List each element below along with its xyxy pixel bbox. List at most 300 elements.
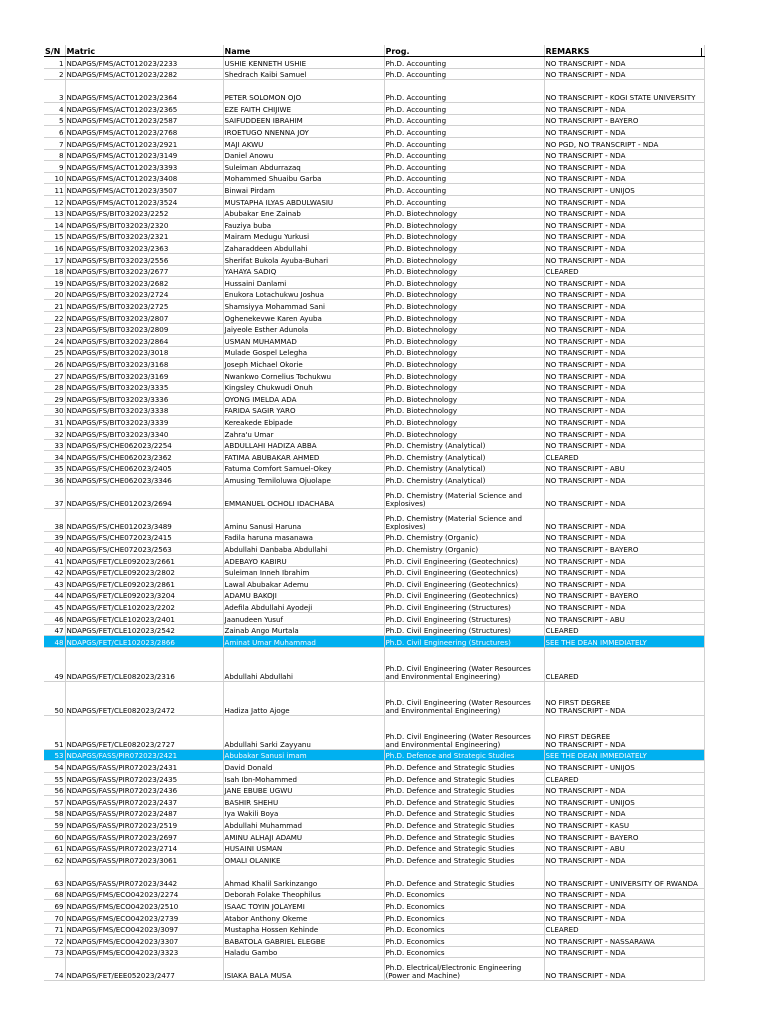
cell-remarks[interactable]: NO TRANSCRIPT - NDA [544,888,704,900]
cell-remarks[interactable]: NO TRANSCRIPT - NDA [544,555,704,567]
cell-remarks[interactable]: NO TRANSCRIPT - NDA [544,854,704,866]
cell-prog[interactable]: Ph.D. Accounting [384,196,544,208]
cell-sn[interactable]: 20 [44,288,65,300]
cell-matric[interactable]: NDAPGS/FET/CLE082023/2316 [65,647,223,681]
cell-sn[interactable]: 49 [44,647,65,681]
cell-remarks[interactable]: CLEARED [544,923,704,935]
cell-prog[interactable]: Ph.D. Economics [384,888,544,900]
cell-sn[interactable]: 44 [44,589,65,601]
cell-remarks[interactable]: CLEARED [544,265,704,277]
cell-prog[interactable]: Ph.D. Defence and Strategic Studies [384,796,544,808]
cell-matric[interactable]: NDAPGS/FS/BIT032023/2724 [65,288,223,300]
cell-sn[interactable]: 54 [44,761,65,773]
cell-sn[interactable]: 46 [44,613,65,625]
cell-matric[interactable]: NDAPGS/FMS/ACT012023/3149 [65,149,223,161]
cell-sn[interactable]: 17 [44,254,65,266]
cell-sn[interactable]: 9 [44,161,65,173]
cell-prog[interactable]: Ph.D. Biotechnology [384,242,544,254]
cell-sn[interactable]: 73 [44,946,65,958]
cell-name[interactable]: Zainab Ango Murtala [223,624,384,636]
cell-name[interactable]: Aminat Umar Muhammad [223,636,384,648]
cell-name[interactable]: ADAMU BAKOJI [223,589,384,601]
cell-name[interactable]: Shamsiyya Mohammad Sani [223,300,384,312]
cell-remarks[interactable]: NO TRANSCRIPT - NDA [544,346,704,358]
cell-sn[interactable]: 59 [44,819,65,831]
cell-sn[interactable]: 71 [44,923,65,935]
cell-prog[interactable]: Ph.D. Civil Engineering (Structures) [384,636,544,648]
cell-prog[interactable]: Ph.D. Chemistry (Material Science and Explosives) [384,508,544,531]
cell-prog[interactable]: Ph.D. Biotechnology [384,219,544,231]
cell-sn[interactable]: 4 [44,103,65,115]
cell-matric[interactable]: NDAPGS/FS/BIT032023/2363 [65,242,223,254]
cell-sn[interactable]: 55 [44,773,65,785]
cell-remarks[interactable]: NO TRANSCRIPT - BAYERO [544,589,704,601]
cell-matric[interactable]: NDAPGS/FMS/ECO042023/2739 [65,911,223,923]
cell-remarks[interactable]: NO TRANSCRIPT - NDA [544,807,704,819]
cell-name[interactable]: Sherifat Bukola Ayuba-Buhari [223,254,384,266]
cell-matric[interactable]: NDAPGS/FS/BIT032023/2809 [65,323,223,335]
cell-sn[interactable]: 34 [44,451,65,463]
cell-matric[interactable]: NDAPGS/FS/BIT032023/2807 [65,311,223,323]
cell-prog[interactable]: Ph.D. Biotechnology [384,311,544,323]
cell-name[interactable]: Abubakar Ene Zainab [223,207,384,219]
cell-name[interactable]: Jaanudeen Yusuf [223,613,384,625]
cell-matric[interactable]: NDAPGS/FS/BIT032023/2320 [65,219,223,231]
cell-matric[interactable]: NDAPGS/FS/BIT032023/3338 [65,404,223,416]
cell-sn[interactable]: 74 [44,958,65,981]
cell-remarks[interactable]: NO TRANSCRIPT - NDA [544,161,704,173]
cell-sn[interactable]: 53 [44,749,65,761]
cell-remarks[interactable]: NO TRANSCRIPT - NDA [544,784,704,796]
cell-matric[interactable]: NDAPGS/FS/CHE012023/3489 [65,508,223,531]
cell-prog[interactable]: Ph.D. Electrical/Electronic Engineering (Power and Machine) [384,958,544,981]
cell-name[interactable]: USHIE KENNETH USHIE [223,57,384,69]
cell-remarks[interactable]: CLEARED [544,451,704,463]
cell-sn[interactable]: 7 [44,138,65,150]
cell-sn[interactable]: 31 [44,416,65,428]
cell-prog[interactable]: Ph.D. Biotechnology [384,230,544,242]
cell-remarks[interactable]: NO TRANSCRIPT - NDA [544,103,704,115]
cell-matric[interactable]: NDAPGS/FASS/PIR072023/2519 [65,819,223,831]
cell-prog[interactable]: Ph.D. Defence and Strategic Studies [384,784,544,796]
header-prog[interactable]: Prog. [384,45,544,57]
cell-name[interactable]: Mulade Gospel Lelegha [223,346,384,358]
cell-remarks[interactable]: NO TRANSCRIPT - NDA [544,242,704,254]
cell-sn[interactable]: 22 [44,311,65,323]
cell-sn[interactable]: 39 [44,531,65,543]
cell-remarks[interactable]: NO TRANSCRIPT - KASU [544,819,704,831]
cell-name[interactable]: PETER SOLOMON OJO [223,80,384,103]
cell-sn[interactable]: 6 [44,126,65,138]
cell-prog[interactable]: Ph.D. Defence and Strategic Studies [384,854,544,866]
cell-matric[interactable]: NDAPGS/FS/CHE062023/2405 [65,462,223,474]
cell-sn[interactable]: 41 [44,555,65,567]
cell-remarks[interactable]: NO TRANSCRIPT - NDA [544,416,704,428]
cell-prog[interactable]: Ph.D. Biotechnology [384,381,544,393]
cell-name[interactable]: Abdullahi Danbaba Abdullahi [223,543,384,555]
cell-sn[interactable]: 33 [44,439,65,451]
cell-prog[interactable]: Ph.D. Economics [384,946,544,958]
cell-sn[interactable]: 32 [44,427,65,439]
cell-prog[interactable]: Ph.D. Accounting [384,114,544,126]
cell-name[interactable]: EZE FAITH CHIJIWE [223,103,384,115]
header-matric[interactable]: Matric [65,45,223,57]
cell-matric[interactable]: NDAPGS/FS/CHE062023/2254 [65,439,223,451]
cell-matric[interactable]: NDAPGS/FET/CLE082023/2472 [65,681,223,715]
cell-matric[interactable]: NDAPGS/FMS/ECO042023/3307 [65,935,223,947]
cell-prog[interactable]: Ph.D. Defence and Strategic Studies [384,761,544,773]
cell-name[interactable]: YAHAYA SADIQ [223,265,384,277]
cell-prog[interactable]: Ph.D. Civil Engineering (Geotechnics) [384,589,544,601]
cell-name[interactable]: BASHIR SHEHU [223,796,384,808]
cell-matric[interactable]: NDAPGS/FET/CLE092023/2802 [65,566,223,578]
cell-sn[interactable]: 38 [44,508,65,531]
cell-name[interactable]: Haladu Gambo [223,946,384,958]
header-name[interactable]: Name [223,45,384,57]
cell-name[interactable]: MUSTAPHA ILYAS ABDULWASIU [223,196,384,208]
cell-matric[interactable]: NDAPGS/FS/CHE072023/2415 [65,531,223,543]
cell-matric[interactable]: NDAPGS/FS/BIT032023/2682 [65,277,223,289]
cell-remarks[interactable]: NO TRANSCRIPT - NDA [544,531,704,543]
cell-name[interactable]: Fadila haruna masanawa [223,531,384,543]
cell-prog[interactable]: Ph.D. Chemistry (Analytical) [384,462,544,474]
cell-prog[interactable]: Ph.D. Biotechnology [384,393,544,405]
cell-remarks[interactable]: NO TRANSCRIPT - ABU [544,842,704,854]
cell-remarks[interactable]: NO TRANSCRIPT - NDA [544,311,704,323]
cell-matric[interactable]: NDAPGS/FET/CLE102023/2866 [65,636,223,648]
cell-matric[interactable]: NDAPGS/FET/CLE092023/2661 [65,555,223,567]
cell-prog[interactable]: Ph.D. Civil Engineering (Geotechnics) [384,555,544,567]
cell-sn[interactable]: 27 [44,369,65,381]
cell-name[interactable]: Shedrach Kaibi Samuel [223,68,384,80]
cell-name[interactable]: OYONG IMELDA ADA [223,393,384,405]
cell-matric[interactable]: NDAPGS/FASS/PIR072023/3061 [65,854,223,866]
cell-name[interactable]: Amusing Temiloluwa Ojuolape [223,474,384,486]
cell-name[interactable]: Oghenekevwe Karen Ayuba [223,311,384,323]
cell-remarks[interactable]: NO TRANSCRIPT - NDA [544,404,704,416]
cell-sn[interactable]: 40 [44,543,65,555]
cell-name[interactable]: Iya Wakili Boya [223,807,384,819]
cell-prog[interactable]: Ph.D. Civil Engineering (Structures) [384,613,544,625]
cell-matric[interactable]: NDAPGS/FS/BIT032023/3018 [65,346,223,358]
cell-matric[interactable]: NDAPGS/FS/BIT032023/3335 [65,381,223,393]
cell-name[interactable]: ADEBAYO KABIRU [223,555,384,567]
cell-name[interactable]: SAIFUDDEEN IBRAHIM [223,114,384,126]
cell-prog[interactable]: Ph.D. Biotechnology [384,416,544,428]
cell-remarks[interactable]: NO TRANSCRIPT - NDA [544,578,704,590]
cell-matric[interactable]: NDAPGS/FASS/PIR072023/2714 [65,842,223,854]
cell-name[interactable]: FATIMA ABUBAKAR AHMED [223,451,384,463]
cell-matric[interactable]: NDAPGS/FASS/PIR072023/2436 [65,784,223,796]
cell-prog[interactable]: Ph.D. Biotechnology [384,323,544,335]
cell-name[interactable]: HUSAINI USMAN [223,842,384,854]
cell-remarks[interactable]: NO TRANSCRIPT - NDA [544,508,704,531]
cell-matric[interactable]: NDAPGS/FASS/PIR072023/2487 [65,807,223,819]
cell-remarks[interactable]: NO TRANSCRIPT - NDA [544,277,704,289]
cell-name[interactable]: Lawal Abubakar Ademu [223,578,384,590]
cell-remarks[interactable]: NO PGD, NO TRANSCRIPT - NDA [544,138,704,150]
cell-prog[interactable]: Ph.D. Accounting [384,138,544,150]
cell-name[interactable]: BABATOLA GABRIEL ELEGBE [223,935,384,947]
cell-remarks[interactable]: NO TRANSCRIPT - NDA [544,427,704,439]
cell-matric[interactable]: NDAPGS/FASS/PIR072023/2435 [65,773,223,785]
cell-prog[interactable]: Ph.D. Biotechnology [384,207,544,219]
cell-remarks[interactable]: NO TRANSCRIPT - NDA [544,900,704,912]
cell-remarks[interactable]: NO TRANSCRIPT - NDA [544,369,704,381]
cell-sn[interactable]: 51 [44,715,65,749]
cell-matric[interactable]: NDAPGS/FMS/ACT012023/2282 [65,68,223,80]
cell-prog[interactable]: Ph.D. Economics [384,935,544,947]
cell-sn[interactable]: 12 [44,196,65,208]
cell-prog[interactable]: Ph.D. Economics [384,923,544,935]
cell-remarks[interactable]: NO TRANSCRIPT - NDA [544,207,704,219]
cell-matric[interactable]: NDAPGS/FET/EEE052023/2477 [65,958,223,981]
cell-sn[interactable]: 62 [44,854,65,866]
cell-prog[interactable]: Ph.D. Accounting [384,68,544,80]
cell-matric[interactable]: NDAPGS/FS/BIT032023/3340 [65,427,223,439]
cell-sn[interactable]: 18 [44,265,65,277]
cell-sn[interactable]: 36 [44,474,65,486]
cell-prog[interactable]: Ph.D. Biotechnology [384,254,544,266]
cell-sn[interactable]: 58 [44,807,65,819]
cell-matric[interactable]: NDAPGS/FET/CLE102023/2401 [65,613,223,625]
cell-matric[interactable]: NDAPGS/FMS/ACT012023/3507 [65,184,223,196]
cell-matric[interactable]: NDAPGS/FASS/PIR072023/3442 [65,865,223,888]
cell-sn[interactable]: 72 [44,935,65,947]
cell-remarks[interactable]: NO TRANSCRIPT - NDA [544,393,704,405]
cell-sn[interactable]: 60 [44,830,65,842]
cell-prog[interactable]: Ph.D. Biotechnology [384,335,544,347]
cell-name[interactable]: Kingsley Chukwudi Onuh [223,381,384,393]
header-remarks[interactable] [544,45,704,57]
cell-matric[interactable]: NDAPGS/FMS/ACT012023/2365 [65,103,223,115]
cell-sn[interactable]: 24 [44,335,65,347]
cell-name[interactable]: MAJI AKWU [223,138,384,150]
cell-prog[interactable]: Ph.D. Biotechnology [384,300,544,312]
cell-prog[interactable]: Ph.D. Accounting [384,103,544,115]
cell-prog[interactable]: Ph.D. Accounting [384,161,544,173]
cell-remarks[interactable]: NO TRANSCRIPT - BAYERO [544,830,704,842]
cell-sn[interactable]: 29 [44,393,65,405]
cell-name[interactable]: Zahra'u Umar [223,427,384,439]
cell-prog[interactable]: Ph.D. Defence and Strategic Studies [384,842,544,854]
cell-remarks[interactable]: NO TRANSCRIPT - ABU [544,613,704,625]
cell-matric[interactable]: NDAPGS/FMS/ACT012023/2233 [65,57,223,69]
cell-name[interactable]: Mairam Medugu Yurkusi [223,230,384,242]
cell-matric[interactable]: NDAPGS/FS/BIT032023/2677 [65,265,223,277]
cell-name[interactable]: IROETUGO NNENNA JOY [223,126,384,138]
cell-remarks[interactable]: NO TRANSCRIPT - NDA [544,219,704,231]
cell-remarks[interactable]: NO TRANSCRIPT - NDA [544,288,704,300]
cell-name[interactable]: Nwankwo Cornelius Tochukwu [223,369,384,381]
cell-name[interactable]: Abubakar Sanusi imam [223,749,384,761]
cell-sn[interactable]: 11 [44,184,65,196]
cell-prog[interactable]: Ph.D. Economics [384,900,544,912]
cell-name[interactable]: Binwai Pirdam [223,184,384,196]
cell-prog[interactable]: Ph.D. Biotechnology [384,346,544,358]
cell-sn[interactable]: 1 [44,57,65,69]
cell-matric[interactable]: NDAPGS/FET/CLE092023/3204 [65,589,223,601]
cell-name[interactable]: Isah Ibn-Mohammed [223,773,384,785]
cell-remarks[interactable]: NO TRANSCRIPT - NDA [544,381,704,393]
cell-name[interactable]: Suleiman Inneh Ibrahim [223,566,384,578]
cell-remarks[interactable]: NO TRANSCRIPT - NDA [544,958,704,981]
cell-prog[interactable]: Ph.D. Chemistry (Organic) [384,531,544,543]
cell-remarks[interactable]: NO TRANSCRIPT - NDA [544,911,704,923]
cell-matric[interactable]: NDAPGS/FS/BIT032023/3336 [65,393,223,405]
cell-name[interactable]: Adefila Abdullahi Ayodeji [223,601,384,613]
cell-matric[interactable]: NDAPGS/FMS/ACT012023/2921 [65,138,223,150]
cell-matric[interactable]: NDAPGS/FASS/PIR072023/2697 [65,830,223,842]
cell-remarks[interactable]: NO TRANSCRIPT - NDA [544,196,704,208]
cell-prog[interactable]: Ph.D. Biotechnology [384,427,544,439]
cell-remarks[interactable]: NO TRANSCRIPT - NDA [544,601,704,613]
cell-remarks[interactable]: NO TRANSCRIPT - NDA [544,254,704,266]
cell-name[interactable]: Abdullahi Sarki Zayyanu [223,715,384,749]
cell-name[interactable]: ABDULLAHI HADIZA ABBA [223,439,384,451]
cell-remarks[interactable]: NO TRANSCRIPT - NDA [544,57,704,69]
cell-prog[interactable]: Ph.D. Defence and Strategic Studies [384,830,544,842]
cell-sn[interactable]: 42 [44,566,65,578]
cell-name[interactable]: FARIDA SAGIR YARO [223,404,384,416]
cell-remarks[interactable]: CLEARED [544,773,704,785]
header-sn[interactable]: S/N [44,45,65,57]
cell-matric[interactable]: NDAPGS/FMS/ACT012023/3393 [65,161,223,173]
cell-name[interactable]: Mohammed Shuaibu Garba [223,172,384,184]
cell-prog[interactable]: Ph.D. Civil Engineering (Water Resources and Environmental Engineering) [384,715,544,749]
cell-prog[interactable]: Ph.D. Biotechnology [384,404,544,416]
cell-name[interactable]: Daniel Anowu [223,149,384,161]
cell-remarks[interactable]: NO TRANSCRIPT - NDA [544,439,704,451]
cell-name[interactable]: Joseph Michael Okorie [223,358,384,370]
cell-sn[interactable]: 63 [44,865,65,888]
cell-sn[interactable]: 37 [44,485,65,508]
cell-prog[interactable]: Ph.D. Chemistry (Analytical) [384,451,544,463]
cell-matric[interactable]: NDAPGS/FS/BIT032023/2725 [65,300,223,312]
cell-matric[interactable]: NDAPGS/FET/CLE082023/2727 [65,715,223,749]
cell-remarks[interactable]: SEE THE DEAN IMMEDIATELY [544,749,704,761]
cell-name[interactable]: USMAN MUHAMMAD [223,335,384,347]
cell-remarks[interactable]: NO TRANSCRIPT - NASSARAWA [544,935,704,947]
cell-sn[interactable]: 45 [44,601,65,613]
cell-remarks[interactable]: NO TRANSCRIPT - NDA [544,68,704,80]
cell-remarks[interactable]: NO TRANSCRIPT - UNIVERSITY OF RWANDA [544,865,704,888]
cell-prog[interactable]: Ph.D. Civil Engineering (Geotechnics) [384,566,544,578]
cell-prog[interactable]: Ph.D. Accounting [384,57,544,69]
cell-prog[interactable]: Ph.D. Defence and Strategic Studies [384,773,544,785]
cell-matric[interactable]: NDAPGS/FASS/PIR072023/2421 [65,749,223,761]
cell-prog[interactable]: Ph.D. Economics [384,911,544,923]
cell-prog[interactable]: Ph.D. Chemistry (Analytical) [384,439,544,451]
cell-sn[interactable]: 28 [44,381,65,393]
cell-matric[interactable]: NDAPGS/FMS/ACT012023/2768 [65,126,223,138]
cell-prog[interactable]: Ph.D. Biotechnology [384,369,544,381]
cell-sn[interactable]: 15 [44,230,65,242]
cell-name[interactable]: Jaiyeole Esther Adunola [223,323,384,335]
cell-prog[interactable]: Ph.D. Chemistry (Material Science and Explosives) [384,485,544,508]
cell-matric[interactable]: NDAPGS/FS/BIT032023/2321 [65,230,223,242]
cell-matric[interactable]: NDAPGS/FMS/ECO042023/3323 [65,946,223,958]
cell-name[interactable]: Zaharaddeen Abdullahi [223,242,384,254]
cell-name[interactable]: Deborah Folake Theophilus [223,888,384,900]
cell-matric[interactable]: NDAPGS/FMS/ECO042023/2274 [65,888,223,900]
cell-remarks[interactable]: NO TRANSCRIPT - NDA [544,300,704,312]
cell-name[interactable]: ISAAC TOYIN JOLAYEMI [223,900,384,912]
cell-sn[interactable]: 35 [44,462,65,474]
cell-sn[interactable]: 10 [44,172,65,184]
cell-remarks[interactable]: NO TRANSCRIPT - UNIJOS [544,761,704,773]
cell-remarks[interactable]: NO TRANSCRIPT - NDA [544,230,704,242]
cell-prog[interactable]: Ph.D. Civil Engineering (Structures) [384,601,544,613]
cell-remarks[interactable]: NO TRANSCRIPT - UNIJOS [544,796,704,808]
cell-matric[interactable]: NDAPGS/FASS/PIR072023/2437 [65,796,223,808]
cell-sn[interactable]: 26 [44,358,65,370]
cell-sn[interactable]: 23 [44,323,65,335]
cell-matric[interactable]: NDAPGS/FET/CLE092023/2861 [65,578,223,590]
cell-name[interactable]: Hussaini Danlami [223,277,384,289]
cell-sn[interactable]: 21 [44,300,65,312]
cell-sn[interactable]: 56 [44,784,65,796]
cell-prog[interactable]: Ph.D. Accounting [384,126,544,138]
cell-matric[interactable]: NDAPGS/FMS/ACT012023/2587 [65,114,223,126]
cell-remarks[interactable]: NO TRANSCRIPT - NDA [544,474,704,486]
cell-matric[interactable]: NDAPGS/FS/BIT032023/2864 [65,335,223,347]
cell-prog[interactable]: Ph.D. Biotechnology [384,288,544,300]
cell-name[interactable]: OMALI OLANIKE [223,854,384,866]
cell-sn[interactable]: 13 [44,207,65,219]
cell-prog[interactable]: Ph.D. Accounting [384,80,544,103]
cell-matric[interactable]: NDAPGS/FMS/ECO042023/2510 [65,900,223,912]
cell-prog[interactable]: Ph.D. Chemistry (Analytical) [384,474,544,486]
cell-sn[interactable]: 25 [44,346,65,358]
cell-matric[interactable]: NDAPGS/FS/BIT032023/2252 [65,207,223,219]
cell-sn[interactable]: 19 [44,277,65,289]
cell-prog[interactable]: Ph.D. Biotechnology [384,265,544,277]
cell-name[interactable]: Fatuma Comfort Samuel-Okey [223,462,384,474]
cell-prog[interactable]: Ph.D. Defence and Strategic Studies [384,807,544,819]
cell-prog[interactable]: Ph.D. Accounting [384,184,544,196]
cell-name[interactable]: Kereakede Ebipade [223,416,384,428]
cell-sn[interactable]: 47 [44,624,65,636]
cell-name[interactable]: Aminu Sanusi Haruna [223,508,384,531]
cell-matric[interactable]: NDAPGS/FET/CLE102023/2202 [65,601,223,613]
cell-remarks[interactable]: NO TRANSCRIPT - UNIJOS [544,184,704,196]
cell-prog[interactable]: Ph.D. Civil Engineering (Geotechnics) [384,578,544,590]
cell-prog[interactable]: Ph.D. Civil Engineering (Water Resources and Environmental Engineering) [384,681,544,715]
cell-prog[interactable]: Ph.D. Defence and Strategic Studies [384,749,544,761]
cell-name[interactable]: Abdullahi Muhammad [223,819,384,831]
cell-matric[interactable]: NDAPGS/FS/BIT032023/3169 [65,369,223,381]
cell-prog[interactable]: Ph.D. Biotechnology [384,358,544,370]
cell-name[interactable]: David Donald [223,761,384,773]
cell-remarks[interactable]: NO TRANSCRIPT - NDA [544,323,704,335]
cell-name[interactable]: AMINU ALHAJI ADAMU [223,830,384,842]
cell-matric[interactable]: NDAPGS/FASS/PIR072023/2431 [65,761,223,773]
cell-matric[interactable]: NDAPGS/FS/BIT032023/3168 [65,358,223,370]
cell-remarks[interactable]: NO TRANSCRIPT - NDA [544,172,704,184]
cell-sn[interactable]: 14 [44,219,65,231]
cell-matric[interactable]: NDAPGS/FS/BIT032023/3339 [65,416,223,428]
cell-matric[interactable]: NDAPGS/FS/CHE072023/2563 [65,543,223,555]
cell-name[interactable]: Hadiza Jatto Ajoge [223,681,384,715]
cell-remarks[interactable]: NO FIRST DEGREE NO TRANSCRIPT - NDA [544,715,704,749]
cell-sn[interactable]: 69 [44,900,65,912]
cell-sn[interactable]: 68 [44,888,65,900]
cell-name[interactable]: Fauziya buba [223,219,384,231]
cell-matric[interactable]: NDAPGS/FS/CHE062023/3346 [65,474,223,486]
cell-sn[interactable]: 16 [44,242,65,254]
cell-remarks[interactable]: NO FIRST DEGREE NO TRANSCRIPT - NDA [544,681,704,715]
